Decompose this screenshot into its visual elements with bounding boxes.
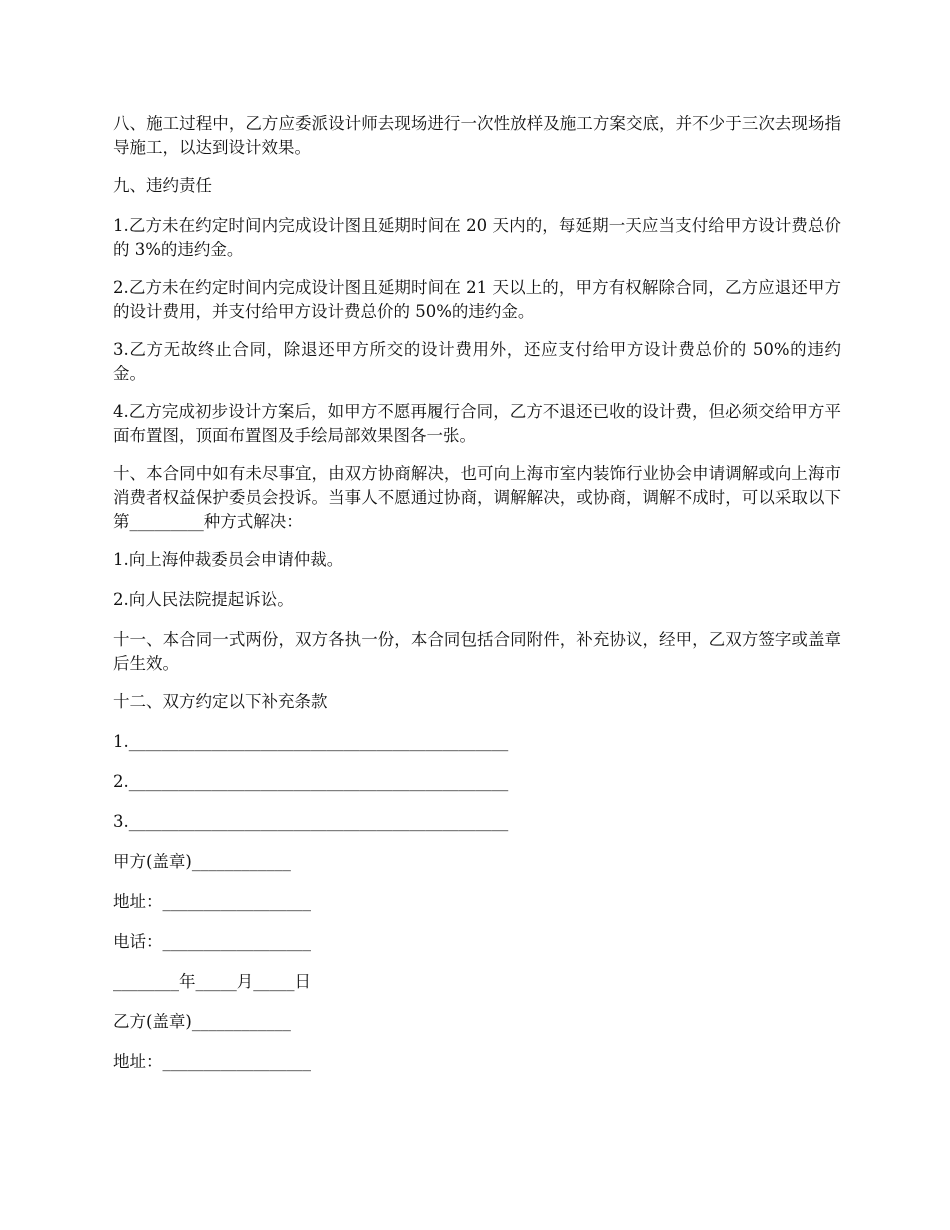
supplement-line-3: 3.______________________________________________	[113, 812, 509, 831]
clause-9-heading: 九、违约责任	[113, 176, 212, 195]
supplement-line-1: 1.______________________________________________	[113, 732, 509, 751]
party-b-seal: 乙方(盖章)____________	[113, 1012, 291, 1031]
supplement-line-2: 2.______________________________________________	[113, 772, 509, 791]
clause-8-site-guidance: 八、施工过程中，乙方应委派设计师去现场进行一次性放样及施工方案交底，并不少于三次去现场指导施工，以达到设计效果。	[113, 114, 841, 157]
clause-9-item-2: 2.乙方未在约定时间内完成设计图且延期时间在 21 天以上的，甲方有权解除合同，乙方应退还甲方的设计费用，并支付给甲方设计费总价的 50%的违约金。	[113, 278, 841, 321]
contract-page	[113, 112, 841, 1090]
party-a-phone: 电话：__________________	[113, 932, 311, 951]
clause-10-dispute: 十、本合同中如有未尽事宜，由双方协商解决，也可向上海市室内装饰行业协会申请调解或向上海市消费者权益保护委员会投诉。当事人不愿通过协商，调解解决，或协商，调解不成时，可以采取以下第_________种方式解决：	[113, 464, 841, 531]
party-a-seal: 甲方(盖章)____________	[113, 852, 291, 871]
clause-10-option-2: 2.向人民法院提起诉讼。	[113, 590, 294, 609]
clause-10-option-1: 1.向上海仲裁委员会申请仲裁。	[113, 550, 344, 569]
clause-9-item-4: 4.乙方完成初步设计方案后，如甲方不愿再履行合同，乙方不退还已收的设计费，但必须交给甲方平面布置图，顶面布置图及手绘局部效果图各一张。	[113, 402, 841, 445]
party-a-date: ________年_____月_____日	[113, 972, 311, 991]
clause-12-heading: 十二、双方约定以下补充条款	[113, 692, 328, 711]
party-a-address: 地址：__________________	[113, 892, 311, 911]
clause-9-item-3: 3.乙方无故终止合同，除退还甲方所交的设计费用外，还应支付给甲方设计费总价的 50%的违约金。	[113, 340, 841, 383]
clause-11-copies: 十一、本合同一式两份，双方各执一份，本合同包括合同附件，补充协议，经甲，乙双方签字或盖章后生效。	[113, 630, 841, 673]
party-b-address: 地址：__________________	[113, 1052, 311, 1071]
clause-9-item-1: 1.乙方未在约定时间内完成设计图且延期时间在 20 天内的，每延期一天应当支付给甲方设计费总价的 3%的违约金。	[113, 216, 841, 259]
